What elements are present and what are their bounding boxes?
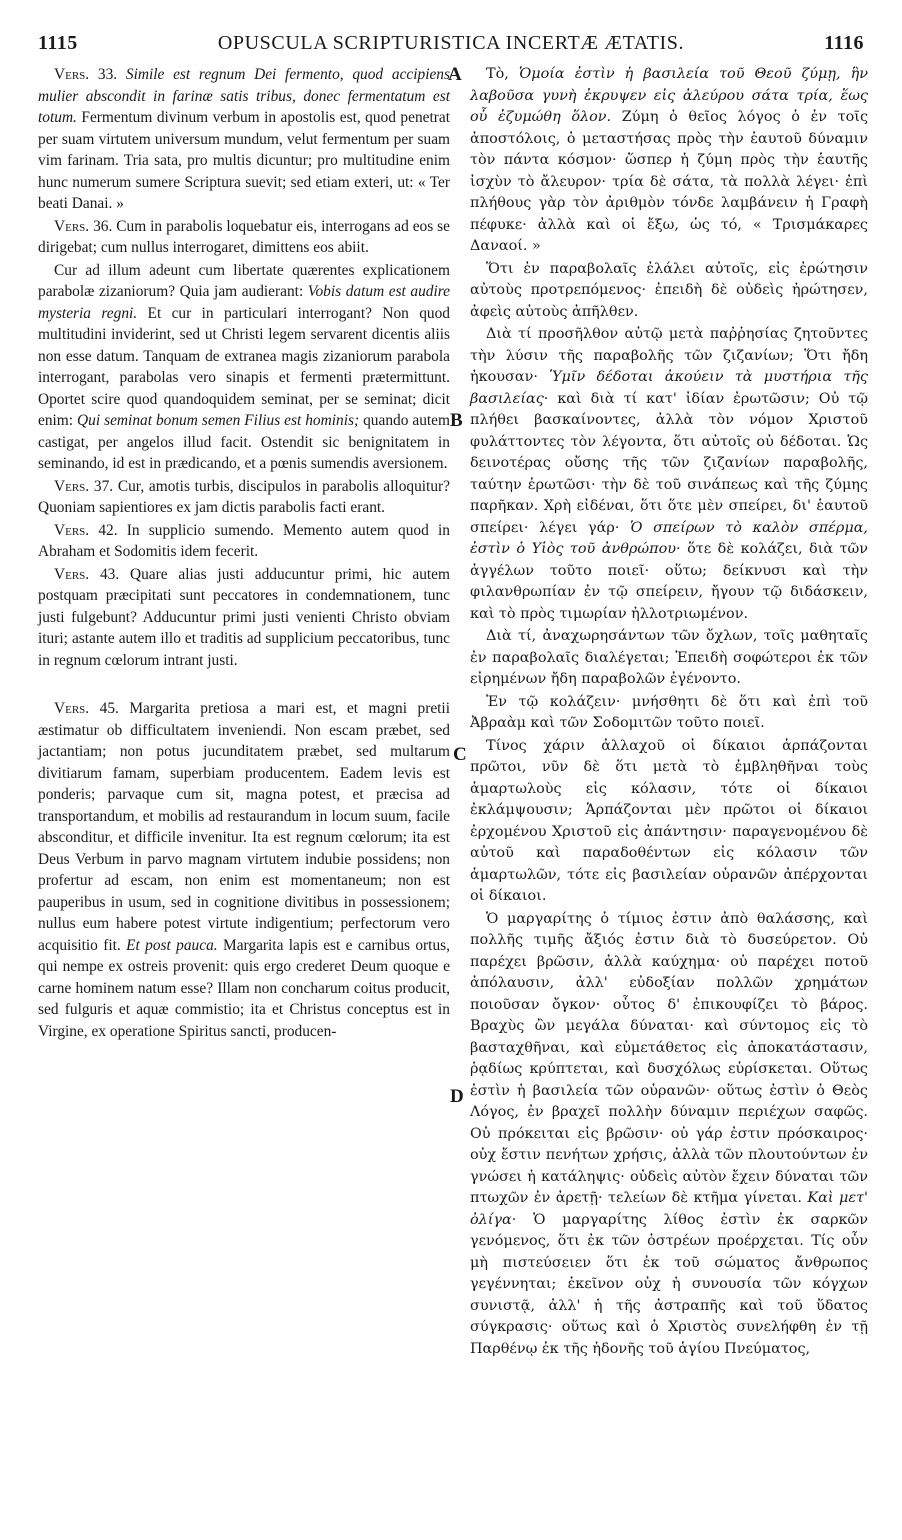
- scripture-lemma: Qui seminat bonum semen Filius est hominis;: [77, 412, 360, 429]
- scripture-lemma: Ὑμῖν δέδοται ἀκούειν τὰ μυστήρια τῆς βασιλείας·: [470, 369, 868, 407]
- running-title: OPUSCULA SCRIPTURISTICA INCERTÆ ÆTATIS.: [217, 32, 685, 54]
- commentary-text: Margarita pretiosa a mari est, et magni pretii æstimatur ob difficultatem inveniendi. Non escam præbet, sed jactantiam; non potus jucunditatem præbet, sed multarum divitiarum famam, superbiam producentem. Eadem levis est ponderis; parvaque cum sit, magna potest, et præcisa ad transportandum, et mobilis ad restaurandum in locum suum, facile absconditur, et difficile invenitur. Ita est regnum cœlorum; ita est Deus Verbum in parvo magnam virtutem indubie possidens; non profertur ad escam, non enim est momentaneum; non est pauperibus in usum, sed in cognitione divitibus in possessionem; nullus eum habere potest virtute indigentium; perfectorum vero acquisitio fit.: [38, 700, 450, 954]
- commentary-text: Ζύμη ὁ θεῖος λόγος ὁ ἐν τοῖς ἀποστόλοις, ὁ μεταστήσας πρὸς τὴν ἑαυτοῦ δύναμιν τὸν πάντα κόσμον· ὥσπερ ἡ ζύμη πρὸς τὴν ἑαυτῆς ἰσχὺν τὸ ἄλευρον· τρία δὲ σάτα, τὰ πολλὰ λέγει· ἐπὶ πλήθους γὰρ τὸν ἀριθμὸν τόνδε λαμβάνειν ἡ Γραφὴ πέφυκε· ἀλλὰ καὶ οἱ ἔξω, ὡς τό, « Τρισμάκαρες Δαναοί. »: [470, 109, 869, 254]
- section-gap: [38, 671, 450, 698]
- commentary-text: καὶ διὰ τί κατ' ἰδίαν ἐρωτῶσιν; Οὐ τῷ πλήθει βασκαίνοντες, ἀλλὰ τὸν νόμον Χριστοῦ φυλάττοντες τὸν λέγοντα, ὅτι αὐτοῖς οὐ δέδοται. Ὡς δεινοτέρας οὔσης τῆς τῶν ζιζανίων παραβολῆς, ταύτην ἐρωτῶσι· τὴν δὲ τοῦ σινάπεως καὶ τῆς ζύμης παρῆκαν. Χρὴ εἰδέναι, ὅτι ὅτε μὲν σπείρει, δι' ἑαυτοῦ σπείρει· λέγει γάρ·: [470, 390, 868, 536]
- page-number-left: 1115: [38, 32, 78, 54]
- greek-paragraph: [470, 909, 868, 1361]
- section-marker-a: A: [448, 64, 462, 85]
- commentary-text: Διὰ τί, ἀναχωρησάντων τῶν ὄχλων, τοῖς μαθηταῖς ἐν παραβολαῖς διαλέγεται; Ἐπειδὴ σοφώτεροι ἐκ τῶν εἰρημένων ἤδη παραβολῶν ἐγένοντο.: [470, 628, 868, 687]
- greek-paragraph: [470, 324, 868, 625]
- commentary-text: Τὸ,: [486, 66, 509, 82]
- scripture-lemma: Et post pauca.: [126, 936, 218, 954]
- verse-number: Vers. 43.: [54, 565, 120, 583]
- verse-number: Vers. 33.: [54, 66, 118, 83]
- scripture-lemma: Ὁμοία ἐστὶν ἡ βασιλεία τοῦ Θεοῦ ζύμῃ, ἣν λαβοῦσα γυνὴ ἐκρυψεν εἰς ἀλεύρου σάτα τρία, ἕως οὗ ἐζυμώθη ὅλον.: [470, 66, 869, 125]
- latin-column: [38, 64, 450, 1042]
- latin-paragraph: [38, 520, 450, 563]
- greek-paragraph: [470, 736, 868, 908]
- commentary-text: Et cur in particulari interrogant? Non quod multitudini inviderint, sed ut Christi legem servarent dicentis aliis non esse datum. Tanquam de extranea magis zizaniorum parabola interrogant, parabolas vero sinapis et fermenti prætermittunt. Oportet scire quod quandoquidem seminat, per se seminat; dicit enim:: [38, 304, 450, 429]
- latin-paragraph: [38, 216, 450, 259]
- scripture-lemma: Simile est regnum Dei fermento, quod accipiens mulier abscondit in farinæ satis tribus, donec fermentatum est totum.: [38, 66, 450, 126]
- verse-number: Vers. 42.: [54, 521, 118, 539]
- commentary-text: Cur, amotis turbis, discipulos in parabolis alloquitur? Quoniam sapientiores ex jam dictis parabolis facti erant.: [38, 477, 450, 516]
- commentary-text: Ὁ μαργαρίτης λίθος ἐστὶν ἐκ σαρκῶν γενόμενος, ὅτι ἐκ τῶν ὀστρέων προέρχεται. Τίς οὖν μὴ πιστεύσειεν ὅτι ἐκ τοῦ σώματος ἄνθρωπος γεγέννηται; ἐκεῖνον οὐχ ἡ συνουσία τῶν κόγχων συνιστᾷ, ἀλλ' ἡ τῆς ἀστραπῆς καὶ τοῦ ὕδατος σύγκρασις· οὕτως καὶ ὁ Χριστὸς συνελήφθη ἐν τῇ Παρθένῳ ἐκ τῆς ἡδονῆς τοῦ ἁγίου Πνεύματος,: [470, 1211, 868, 1357]
- latin-paragraph: [38, 64, 450, 215]
- commentary-text: ὅτε δὲ κολάζει, διὰ τῶν ἀγγέλων τοῦτο ποιεῖ· οὕτω; δείκνυσι καὶ τὴν φιλανθρωπίαν ἐν τῷ σπείρειν, ἤγουν τῷ διδάσκειν, καὶ τὸ πρὸς τιμωρίαν ἠλλοτριωμένον.: [470, 541, 869, 622]
- greek-paragraph: [470, 626, 868, 691]
- verse-number: Vers. 45.: [54, 700, 119, 717]
- greek-paragraph: [470, 692, 868, 735]
- section-marker-b: B: [450, 410, 463, 431]
- commentary-text: Cum in parabolis loquebatur eis, interrogans ad eos se dirigebat; cum nullus interrogaret, dimittens eos abiit.: [38, 217, 450, 256]
- scripture-lemma: Ὁ σπείρων τὸ καλὸν σπέρμα, ἐστὶν ὁ Υἱὸς τοῦ ἀνθρώπου·: [470, 519, 868, 557]
- commentary-text: Ἐν τῷ κολάζειν· μνήσθητι δὲ ὅτι καὶ ἐπὶ τοῦ Ἀβραὰμ καὶ τῶν Σοδομιτῶν τοῦτο ποιεῖ.: [470, 693, 868, 731]
- commentary-text: Ὅτι ἐν παραβολαῖς ἐλάλει αὐτοῖς, εἰς ἐρώτησιν αὐτοὺς προτρεπόμενος· ἐπειδὴ δὲ οὐδεὶς ἠρώτησεν, ἀφεὶς αὐτοὺς ἀπῆλθεν.: [470, 260, 868, 320]
- commentary-text: quando autem castigat, per angelos illud facit. Ostendit sic benignitatem in seminando, id est in prædicando, et a pœnis sumendis aversionem.: [38, 412, 450, 472]
- section-marker-c: C: [453, 744, 467, 765]
- scripture-lemma: Καὶ μετ' ὀλίγα·: [470, 1190, 868, 1228]
- section-marker-d: D: [450, 1086, 464, 1107]
- verse-number: Vers. 36.: [54, 217, 113, 235]
- commentary-text: Margarita lapis est e carnibus ortus, qui nempe ex ostreis provenit: quis ergo crederet Deum quoque e carne hominem natum esse? Illam non concharum coitus producit, sed fulguris et aquæ commistio; ita et Christus conceptus est in Virgine, ex operatione Spiritus sancti, producen-: [38, 936, 450, 1040]
- latin-paragraph: [38, 476, 450, 519]
- greek-paragraph: [470, 259, 868, 324]
- commentary-text: Cur ad illum adeunt cum libertate quærentes explicationem parabolæ zizaniorum? Quia jam audierant:: [38, 261, 450, 300]
- latin-paragraph: [38, 564, 450, 672]
- commentary-text: Διὰ τί προσῆλθον αὐτῷ μετὰ παῤῥησίας ζητοῦντες τὴν λύσιν τῆς παραβολῆς τῶν ζιζανίων; Ὅτι ἤδη ἠκουσαν·: [470, 326, 868, 385]
- latin-paragraph: [38, 698, 450, 1042]
- commentary-text: In supplicio sumendo. Memento autem quod in Abraham et Sodomitis idem fecerit.: [38, 521, 450, 560]
- page-number-right: 1116: [824, 32, 864, 54]
- commentary-text: Ὁ μαργαρίτης ὁ τίμιος ἐστιν ἀπὸ θαλάσσης, καὶ πολλῆς τιμῆς ἄξιός ἐστιν διὰ τὸ δυσεύρετον. Οὐ παρέχει βρῶσιν, ἀλλὰ καύχημα· οὐ παρέχει ποτοῦ ἀπόλαυσιν, ἀλλ' εὐδοξίαν πολλῶν χρημάτων ποιοῦσαν ὄγκον· οὗτος δ' ἐπικουφίζει τὸ βάρος. Βραχὺς ὢν μεγάλα δύναται· καὶ σύντομος εἰς τὸ βασταχθῆναι, καὶ εὐμετάθετος εἰς ἀποκατάστασιν, ῥᾳδίως κρύπτεται, καὶ δυσχόλως εὑρίσκεται. Οὕτως ἐστὶν ἡ βασιλεία τῶν οὐρανῶν· οὕτως ἐστὶν ὁ Θεὸς Λόγος, ἐν βραχεῖ πολλὴν δύναμιν περιέχων σαφῶς. Οὐ πρόκειται εἰς βρῶσιν· οὐ γάρ ἐστιν πρόσκαιρος· οὐχ ἔστιν πενήτων χρήσις, ἀλλὰ τῶν πλουτούντων ἐν γνώσει ἡ κατάληψις· οὐδεὶς αὐτὸν ἔχειν δύναται τῶν πτωχῶν ἐν ἀρετῇ· τελείων δὲ κτῆμα γίνεται.: [470, 910, 868, 1206]
- greek-paragraph: [470, 64, 868, 258]
- commentary-text: Fermentum divinum verbum in apostolis est, quod penetrat per suam virtutem universum mundum, velut fermentum per suam vim farinam. Tria sata, pro multis dicuntur; pro multitudine enim hunc numerum sumere Scriptura suevit; sed etiam exteri, ut: « Ter beati Danai. »: [38, 109, 450, 212]
- latin-paragraph: [38, 260, 450, 475]
- scripture-lemma: Vobis datum est audire mysteria regni.: [38, 283, 450, 322]
- greek-column: [470, 64, 868, 1360]
- page-header: [0, 0, 902, 60]
- commentary-text: Τίνος χάριν ἀλλαχοῦ οἱ δίκαιοι ἁρπάζονται πρῶτοι, νῦν δὲ ὅτι μετὰ τὸ ἐμβληθῆναι τοὺς ἁμαρτωλοὺς εἰς κόλασιν, τότε οἱ δίκαιοι ἐκλάμψουσιν; Ἁρπάζονται μὲν πρῶτοι οἱ δίκαιοι ἐρχομένου Χριστοῦ εἰς ἀπάντησιν· παραγενομένου δὲ αὐτοῦ καὶ παραδοθέντων εἰς κόλασιν τῶν ἁμαρτωλῶν, τότε εἰς βασιλείαν οὐρανῶν ἀπέρχονται οἱ δίκαιοι.: [470, 737, 868, 904]
- verse-number: Vers. 37.: [54, 477, 114, 495]
- commentary-text: Quare alias justi adducuntur primi, hic autem postquam præcipitati sunt peccatores in condemnationem, tunc justi fulgebunt? Adducuntur primi justi venienti Christo obviam ituri; astante autem illo et traditis ad supplicium peccatoribus, tunc in regnum cœlorum intrant justi.: [38, 565, 450, 669]
